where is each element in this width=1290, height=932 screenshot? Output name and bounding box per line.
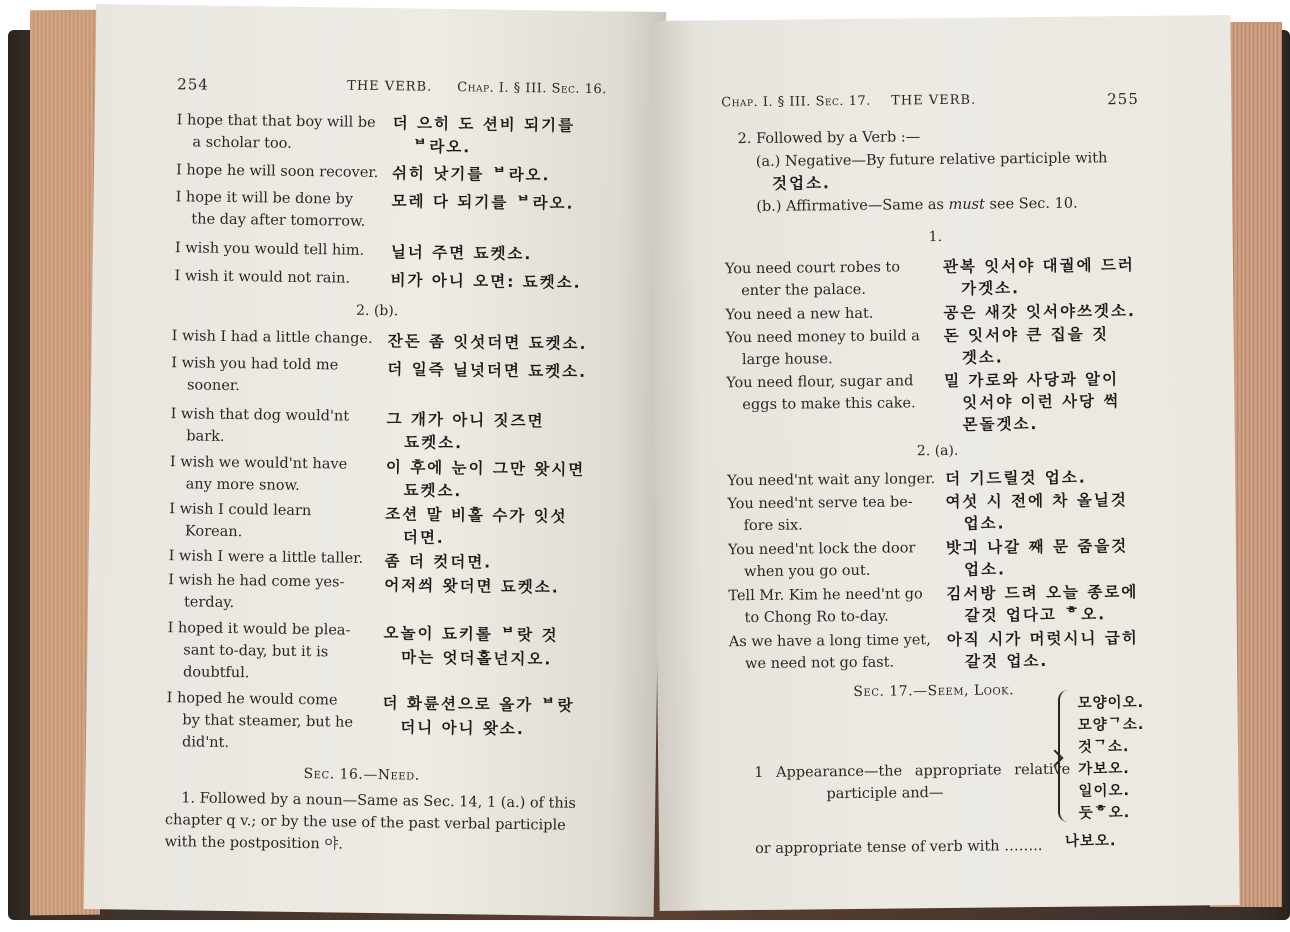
right-appearance-line1: 1 Appearance—the appropriate relative (754, 761, 1071, 782)
left-ko-b5a: 조션 말 비홀 수가 잇섯 (385, 505, 568, 526)
right-en-a1b: enter the palace. (741, 281, 867, 300)
left-paragraph-line2: chapter q v.; or by the use of the past verbal participle (164, 812, 566, 834)
right-en-a1a: You need court robes to (724, 259, 901, 278)
left-en-b7b: terday. (183, 594, 235, 612)
left-en-b9c: did'nt. (181, 734, 230, 751)
left-en-b6: I wish I were a little taller. (168, 548, 364, 567)
left-en-b3b: bark. (186, 428, 225, 445)
right-en-b1: You need'nt wait any longer. (727, 471, 936, 490)
right-ko-b5a: 아직 시가 머럿시니 급히 (946, 628, 1139, 649)
right-item-a-line1: (a.) Negative—By future relative participle with (755, 150, 1108, 170)
right-ko-b1: 더 기드릴것 업소. (945, 468, 1087, 488)
left-page-number: 254 (177, 75, 209, 94)
left-en-3b: the day after tomorrow. (191, 211, 366, 230)
left-ko-b3b: 됴켓소. (404, 433, 464, 453)
right-ko-a1b: 가겟소. (961, 279, 1021, 298)
right-item-b-emphasis: must (948, 196, 985, 213)
right-section-heading: Sec. 17.—Seem, Look. (853, 682, 1015, 700)
left-ko-b8a: 오놀이 됴키롤 ᄇ랏 것 (383, 624, 559, 645)
left-ko-1b: ᄇ라오. (412, 137, 472, 157)
left-ko-b4b: 됴켓소. (403, 481, 463, 501)
right-ko-b2a: 여섯 시 전에 차 올닐것 (945, 491, 1128, 511)
right-ko-b5b: 갈것 업소. (964, 651, 1049, 671)
left-en-b9a: I hoped he would come (166, 690, 338, 709)
right-page (650, 15, 1239, 911)
right-ko-a2: 공은 새갓 잇서야쓰겟소. (943, 301, 1136, 323)
left-ko-3: 모레 다 되기를 ᄇ라오. (391, 192, 575, 213)
right-ko-a4c: 몬돌겟소. (962, 415, 1039, 434)
left-en-2: I hope he will soon recover. (175, 162, 379, 182)
left-ko-b6: 좀 더 컷더면. (384, 552, 493, 572)
right-ko-a3b: 겟소. (961, 348, 1004, 367)
left-ko-b3a: 그 개가 아니 짓즈면 (386, 410, 545, 431)
right-sub-heading-2: 2. (a). (916, 442, 959, 460)
left-en-b5b: Korean. (184, 523, 243, 541)
brace-item-5: 일이오. (1078, 783, 1131, 800)
right-item-b (756, 193, 1078, 218)
brace-item-3: 것ᄀ소. (1077, 739, 1130, 756)
right-item-a-line2: 것업소. (771, 174, 831, 193)
left-en-b4b: any more snow. (185, 476, 300, 494)
left-ko-1a: 더 으히 도 션비 되기를 (392, 114, 576, 135)
left-ko-2: 쉬히 낫기를 ᄇ라오. (391, 164, 551, 185)
left-sub-heading: 2. (b). (355, 302, 399, 320)
right-chapter-ref: Chap. I. § III. Sec. 17. (721, 93, 871, 111)
right-ko-b4b: 갈것 업다고 ᄒ오. (964, 605, 1107, 625)
left-en-5: I wish it would not rain. (174, 268, 351, 287)
left-en-b4a: I wish we would'nt have (169, 454, 348, 473)
left-en-b7a: I wish he had come yes- (168, 572, 345, 591)
brace-item-1: 모양이오. (1077, 694, 1145, 712)
left-en-b8b: sant to-day, but it is (183, 642, 329, 661)
left-en-b3a: I wish that dog would'nt (170, 406, 350, 425)
right-en-b2b: fore six. (743, 517, 803, 535)
left-running-title: THE VERB. (347, 78, 433, 95)
right-en-b5a: As we have a long time yet, (728, 632, 931, 651)
right-en-b5b: we need not go fast. (745, 654, 895, 673)
right-ko-b4a: 김서방 드려 오늘 종로에 (946, 582, 1139, 603)
left-paragraph-line1: 1. Followed by a noun—Same as Sec. 14, 1 (a.) of this (181, 790, 576, 812)
right-ko-a4b: 잇서야 이런 사당 썩 (962, 392, 1121, 412)
left-section-heading: Sec. 16.—Need. (303, 766, 420, 784)
left-en-b9b: by that steamer, but he (182, 712, 354, 731)
right-ko-a4a: 밀 가로와 사당과 알이 (944, 370, 1120, 391)
right-en-b3a: You need'nt lock the door (727, 540, 916, 559)
right-ko-b3b: 업소. (964, 560, 1007, 579)
right-en-a4b: eggs to make this cake. (742, 395, 916, 414)
left-ko-b9a: 더 화륜션으로 올가 ᄇ랏 (382, 694, 575, 715)
right-sub-heading-1: 1. (928, 229, 943, 246)
right-en-b4a: Tell Mr. Kim he need'nt go (728, 586, 923, 605)
right-item-2: 2. Followed by a Verb :— (737, 129, 921, 148)
right-appearance-line2: participle and— (826, 785, 944, 803)
left-en-3a: I hope it will be done by (175, 189, 354, 208)
right-en-b4b: to Chong Ro to-day. (744, 608, 889, 627)
left-en-4: I wish you would tell him. (174, 240, 365, 259)
left-en-b5a: I wish I could learn (169, 501, 312, 520)
left-page (84, 4, 667, 917)
brace-item-6: 둣ᄒ오. (1078, 805, 1131, 822)
left-ko-b4a: 이 후에 눈이 그만 왓시면 (385, 458, 586, 479)
brace-item-2: 모양ᄀ소. (1077, 716, 1145, 734)
right-item-b-post: see Sec. 10. (984, 195, 1078, 213)
left-ko-b8b: 마는 엇더홀넌지오. (401, 648, 553, 669)
right-page-number: 255 (1107, 89, 1139, 109)
left-chapter-ref: Chap. I. § III. Sec. 16. (457, 80, 607, 98)
left-paragraph-line3: with the postposition 야. (164, 834, 344, 853)
left-en-b2b: sooner. (186, 377, 240, 395)
right-en-a3b: large house. (741, 351, 833, 369)
right-ko-a3a: 돈 잇서야 큰 집을 짓 (943, 325, 1110, 346)
right-en-a3a: You need money to build a (725, 328, 920, 347)
right-last-line: or appropriate tense of verb with …….. (754, 838, 1043, 858)
left-ko-5: 비가 아니 오면: 됴켓소. (390, 271, 582, 292)
right-en-b2a: You need'nt serve tea be- (727, 494, 913, 513)
right-running-title: THE VERB. (891, 92, 977, 109)
left-en-1a: I hope that that boy will be (176, 112, 376, 131)
right-en-a4a: You need flour, sugar and (726, 373, 914, 392)
left-ko-b7: 어저씌 왓더면 됴켓소. (384, 576, 560, 597)
left-ko-4: 닐너 주면 됴켓소. (390, 243, 533, 264)
left-ko-b1: 잔돈 좀 잇섯더면 됴켓소. (387, 332, 588, 353)
left-en-b8c: doubtful. (182, 664, 250, 682)
right-ko-b3a: 밧긔 나갈 째 문 줌을것 (945, 537, 1129, 557)
left-ko-b2: 더 일즉 닐넛더면 됴켓소. (387, 360, 588, 381)
left-en-b1: I wish I had a little change. (171, 328, 373, 347)
right-ko-a1a: 관복 잇서야 대궐에 드러 (942, 256, 1135, 277)
brace-item-4: 가보오. (1078, 761, 1130, 778)
right-en-b3b: when you go out. (744, 562, 871, 581)
right-item-b-pre: (b.) Affirmative—Same as (756, 196, 949, 215)
left-en-1b: a scholar too. (192, 134, 292, 152)
right-last-korean: 나보오. (1064, 833, 1117, 850)
left-ko-b9b: 더니 아니 왓소. (400, 718, 525, 739)
right-en-a2: You need a new hat. (725, 305, 874, 324)
left-en-b2a: I wish you had told me (171, 355, 339, 374)
left-ko-b5b: 더면. (402, 528, 445, 547)
right-ko-b2b: 업소. (963, 514, 1006, 533)
left-en-b8a: I hoped it would be plea- (167, 620, 351, 639)
